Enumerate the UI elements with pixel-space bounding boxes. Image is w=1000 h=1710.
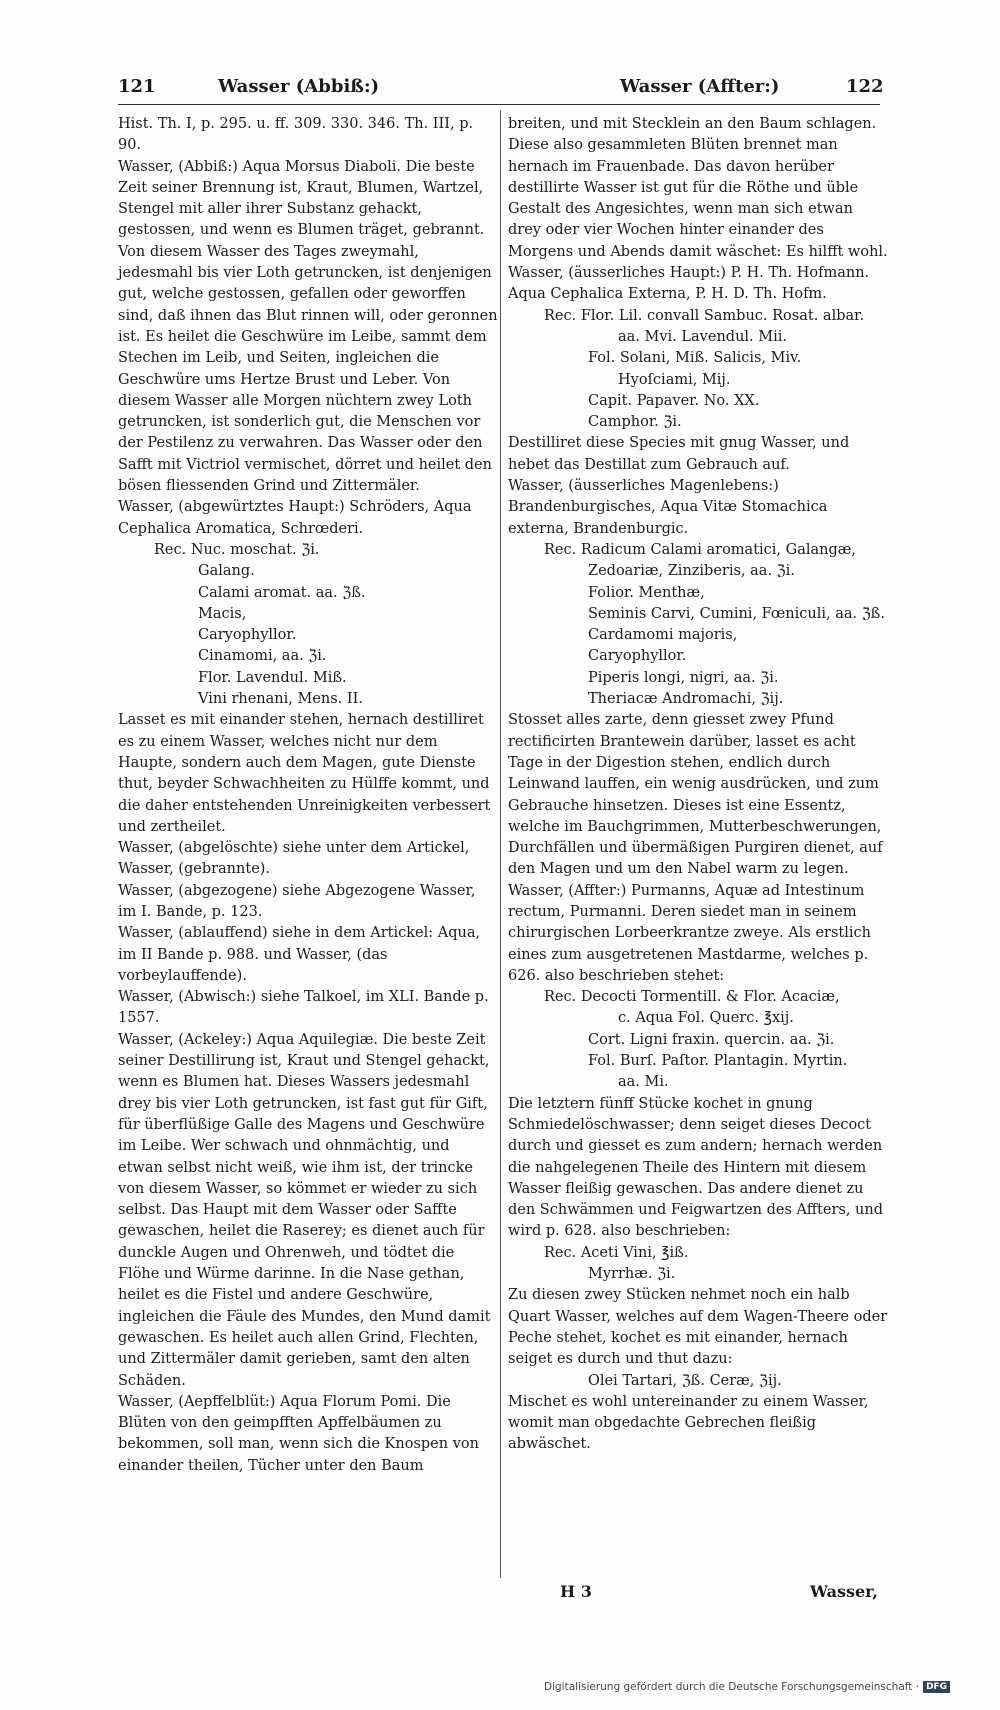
recipe-line: Cardamomi majoris, bbox=[588, 627, 738, 644]
paragraph: Wasser, (Abbiß:) Aqua Morsus Diaboli. Die beste Zeit seiner Brennung ist, Kraut, Blumen, Wartzel, Stengel mit aller ihrer Substanz gehackt, gestossen, und wenn es Blumen träget, gebrannt. Von diesem Wasser des Tages zweymahl, jedesmahl bis vier Loth getruncken, ist denjenigen gut, welche gestossen, gefallen oder geworffen sind, daß ihnen das Blut rinnen will, oder geronnen ist. Es heilet die Geschwüre im Leibe, sammt dem Stechen im Leib, und Seiten, ingleichen die Geschwüre ums Hertze Brust und Leber. Von diesem Wasser alle Morgen nüchtern zwey Loth getruncken, ist sonderlich gut, die Menschen vor der Pestilenz zu verwahren. Das Wasser oder den Safft mit Victriol vermischet, dörret und heilet den bösen fliessenden Grind und Zittermäler. bbox=[118, 158, 498, 495]
recipe-line: Theriacæ Andromachi, ℨij. bbox=[588, 691, 784, 708]
paragraph: Stosset alles zarte, denn giesset zwey Pfund rectificirten Brantewein darüber, lasset es acht Tage in der Digestion stehen, endlich durch Leinwand lauffen, ein wenig ausdrücken, und zum Gebrauche hinsetzen. Dieses ist eine Essentz, welche im Bauchgrimmen, Mutterbeschwerungen, Durchfällen und übermäßigen Purgiren dienet, auf den Magen und um den Nabel warm zu legen. bbox=[508, 712, 883, 878]
signature-mark: H 3 bbox=[560, 1582, 592, 1601]
right-column bbox=[508, 114, 888, 1456]
recipe-line: Caryophyllor. bbox=[198, 627, 297, 644]
dfg-logo: DFG bbox=[923, 1681, 950, 1693]
recipe-line: Seminis Carvi, Cumini, Fœniculi, aa. ℨß. bbox=[588, 605, 885, 622]
header-rule bbox=[118, 104, 880, 105]
recipe-line: Camphor. ℨi. bbox=[588, 414, 682, 431]
recipe-line: Rec. Flor. Lil. convall Sambuc. Rosat. albar. bbox=[544, 307, 865, 324]
paragraph: Zu diesen zwey Stücken nehmet noch ein halb Quart Wasser, welches auf dem Wagen-Theere oder Peche stehet, kochet es mit einander, hernach seiget es durch und thut dazu: bbox=[508, 1287, 888, 1368]
recipe-line: Caryophyllor. bbox=[588, 648, 687, 665]
recipe-line: Zedoariæ, Zinziberis, aa. ℨi. bbox=[588, 563, 795, 580]
recipe-line: Myrrhæ. ℨi. bbox=[588, 1266, 676, 1283]
paragraph: Wasser, (Ackeley:) Aqua Aquilegiæ. Die beste Zeit seiner Destillirung ist, Kraut und Stengel gehackt, wenn es Blumen hat. Dieses Wassers jedesmahl drey bis vier Loth getruncken, ist fast gut für Gift, für überflüßige Galle des Magens und Geschwüre im Leibe. Wer schwach und ohnmächtig, und etwan selbst nicht weiß, wie ihm ist, der trincke von diesem Wasser, so kömmet er wieder zu sich selbst. Das Haupt mit dem Wasser oder Saffte gewaschen, heilet die Raserey; es dienet auch für dunckle Augen und Ohrenweh, und tödtet die Flöhe und Würme darinne. In die Nase gethan, heilet es die Fistel und andere Geschwüre, ingleichen die Fäule des Mundes, den Mund damit gewaschen. Es heilet auch allen Grind, Flechten, und Zittermäler damit gerieben, samt den alten Schäden. bbox=[118, 1031, 491, 1389]
catchword: Wasser, bbox=[810, 1582, 878, 1601]
digitization-credit bbox=[544, 1681, 980, 1697]
paragraph: Destilliret diese Species mit gnug Wasser, und hebet das Destillat zum Gebrauch auf. bbox=[508, 435, 850, 473]
paragraph: Mischet es wohl untereinander zu einem Wasser, womit man obgedachte Gebrechen fleißig abwäschet. bbox=[508, 1393, 869, 1453]
right-page-number: 122 bbox=[846, 76, 884, 97]
paragraph: Wasser, (Aepffelblüt:) Aqua Florum Pomi. Die Blüten von den geimpfften Apffelbäumen zu bekommen, soll man, wenn sich die Knospen von einander theilen, Tücher unter den Baum bbox=[118, 1393, 479, 1474]
recipe-line: Galang. bbox=[198, 563, 255, 580]
left-page-number: 121 bbox=[118, 76, 156, 97]
recipe-line: aa. Mvi. Lavendul. Mii. bbox=[618, 328, 787, 345]
recipe-line: Rec. Decocti Tormentill. & Flor. Acaciæ, bbox=[544, 989, 840, 1006]
left-running-title: Wasser (Abbiß:) bbox=[218, 76, 380, 97]
paragraph: Hist. Th. I, p. 295. u. ff. 309. 330. 346. Th. III, p. 90. bbox=[118, 116, 474, 154]
paragraph: Die letztern fünff Stücke kochet in gnung Schmiedelöschwasser; denn seiget dieses Decoct durch und giesset es zum andern; hernach werden die nahgelegenen Theile des Hintern mit diesem Wasser fleißig gewaschen. Das andere dienet zu den Schwämmen und Feigwartzen des Affters, und wird p. 628. also beschrieben: bbox=[508, 1095, 883, 1240]
recipe-line: Macis, bbox=[198, 605, 247, 622]
recipe-line: Rec. Nuc. moschat. ℨi. bbox=[154, 541, 320, 558]
credit-text: Digitalisierung gefördert durch die Deutsche Forschungsgemeinschaft · bbox=[544, 1681, 920, 1693]
recipe-line: aa. Mi. bbox=[618, 1074, 669, 1091]
right-running-title: Wasser (Affter:) bbox=[620, 76, 780, 97]
paragraph: Wasser, (abgelöschte) siehe unter dem Artickel, Wasser, (gebrannte). bbox=[118, 840, 470, 878]
paragraph: Wasser, (ablauffend) siehe in dem Artickel: Aqua, im II Bande p. 988. und Wasser, (das vorbeylauffende). bbox=[118, 925, 481, 984]
recipe-line: Cort. Ligni fraxin. quercin. aa. ℨi. bbox=[588, 1031, 835, 1048]
recipe-line: Olei Tartari, ℨß. Ceræ, ℨij. bbox=[588, 1372, 782, 1389]
recipe-line: Vini rhenani, Mens. II. bbox=[198, 691, 363, 708]
recipe-line: Flor. Lavendul. Miß. bbox=[198, 669, 347, 686]
paragraph: Wasser, (abgewürtztes Haupt:) Schröders, Aqua Cephalica Aromatica, Schrœderi. bbox=[118, 499, 472, 537]
paragraph: Wasser, (Abwisch:) siehe Talkoel, im XLI. Bande p. 1557. bbox=[118, 989, 489, 1027]
recipe-line: Cinamomi, aa. ℨi. bbox=[198, 648, 327, 665]
recipe-line: Folior. Menthæ, bbox=[588, 584, 705, 601]
recipe-line: Rec. Radicum Calami aromatici, Galangæ, bbox=[544, 541, 856, 558]
paragraph: Wasser, (äusserliches Haupt:) P. H. Th. Hofmann. Aqua Cephalica Externa, P. H. D. Th. Hofm. bbox=[508, 265, 870, 303]
paragraph: Wasser, (Affter:) Purmanns, Aquæ ad Intestinum rectum, Purmanni. Deren siedet man in seinem chirurgischen Lorbeerkrantze zweye. Als erstlich eines zum ausgetretenen Mastdarme, welches p. 626. also beschrieben stehet: bbox=[508, 882, 871, 984]
recipe-line: Calami aromat. aa. ℨß. bbox=[198, 584, 366, 601]
recipe-line: Capit. Papaver. No. XX. bbox=[588, 392, 760, 409]
recipe-line: Piperis longi, nigri, aa. ℨi. bbox=[588, 669, 779, 686]
paragraph: Lasset es mit einander stehen, hernach destilliret es zu einem Wasser, welches nicht nur dem Haupte, sondern auch dem Magen, gute Dienste thut, beyder Schwachheiten zu Hülffe kommt, und die daher entstehenden Unreinigkeiten verbessert und zertheilet. bbox=[118, 712, 491, 835]
paragraph: Wasser, (äusserliches Magenlebens:) Brandenburgisches, Aqua Vitæ Stomachica externa, Brandenburgic. bbox=[508, 478, 828, 537]
left-column bbox=[118, 114, 498, 1477]
paragraph: Wasser, (abgezogene) siehe Abgezogene Wasser, im I. Bande, p. 123. bbox=[118, 882, 476, 920]
column-divider bbox=[500, 110, 501, 1578]
recipe-line: Hyoſciami, Mij. bbox=[618, 371, 731, 388]
recipe-line: c. Aqua Fol. Querc. ℥xij. bbox=[618, 1010, 794, 1027]
recipe-line: Fol. Burſ. Paſtor. Plantagin. Myrtin. bbox=[588, 1053, 848, 1070]
recipe-line: Rec. Aceti Vini, ℥iß. bbox=[544, 1244, 689, 1261]
paragraph: breiten, und mit Stecklein an den Baum schlagen. Diese also gesammleten Blüten brennet man hernach im Frauenbade. Das davon herüber destillirte Wasser ist gut für die Röthe und üble Gestalt des Angesichtes, wenn man sich etwan drey oder vier Wochen hinter einander des Morgens und Abends damit wäschet: Es hilfft wohl. bbox=[508, 116, 888, 260]
recipe-line: Fol. Solani, Miß. Salicis, Miv. bbox=[588, 350, 802, 367]
